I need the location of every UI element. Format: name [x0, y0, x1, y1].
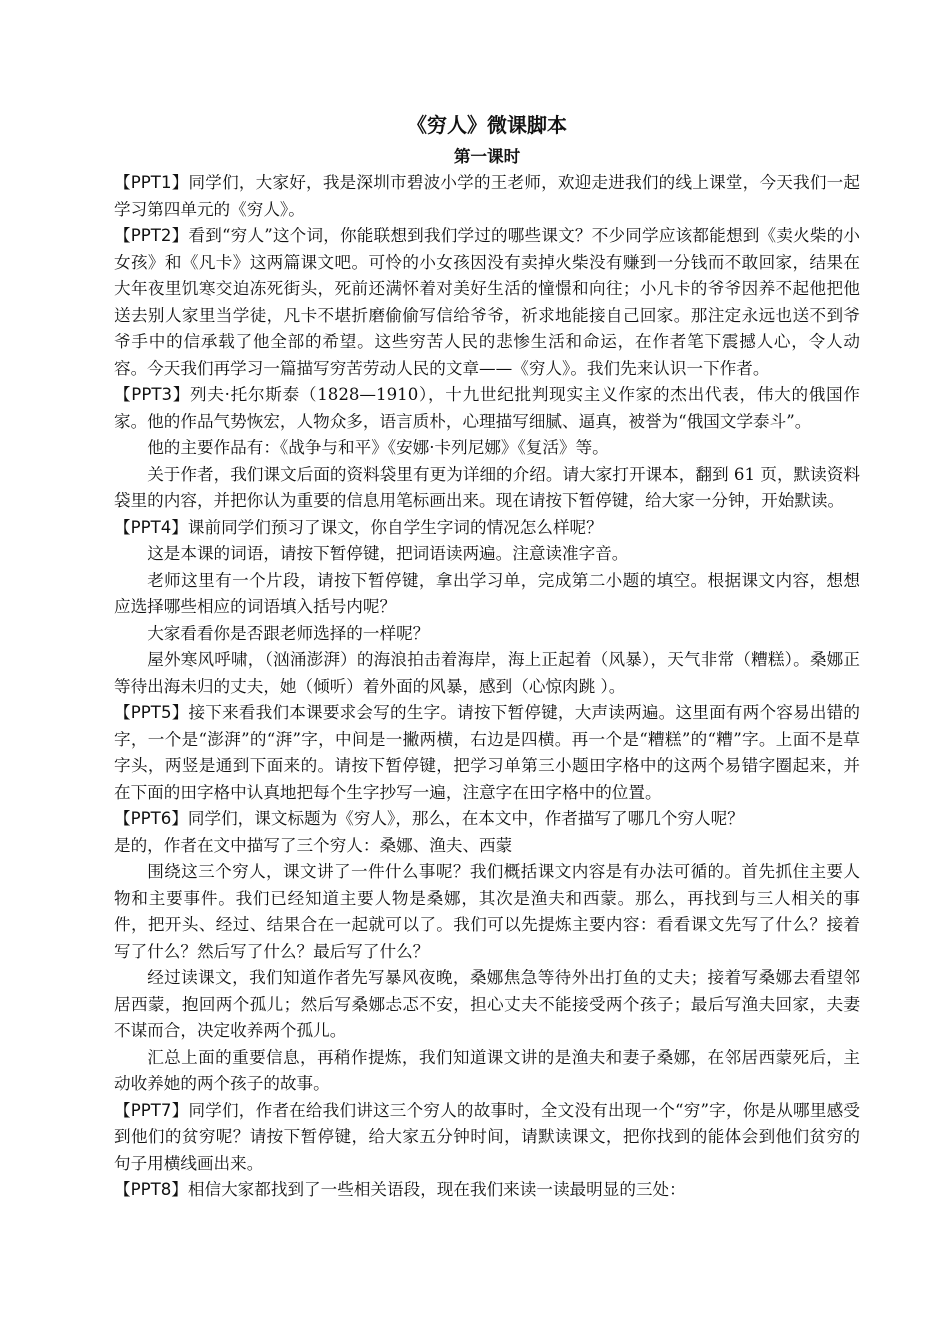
lesson-subtitle: 第一课时 [453, 147, 521, 166]
slide-tag: 【PPT8】 [114, 1180, 188, 1199]
paragraph-text: 接下来看我们本课要求会写的生字。请按下暂停键，大声读两遍。这里面有两个容易出错的字，一个是“澎湃”的“湃”字，中间是一撇两横，右边是四横。再一个是“糟糕”的“糟”字。上面不是草字头，两竖是通到下面来的。请按下暂停键，把学习单第三小题田字格中的这两个易错字圈起来，并在下面的田字格中认真地把每个生字抄写一遍，注意字在田字格中的位置。 [114, 703, 860, 802]
slide-tag: 【PPT1】 [114, 173, 189, 192]
slide-tag: 【PPT6】 [114, 809, 188, 828]
paragraph-text: 汇总上面的重要信息，再稍作提炼，我们知道课文讲的是渔夫和妻子桑娜，在邻居西蒙死后，主动收养她的两个孩子的故事。 [114, 1047, 860, 1093]
paragraph-text: 看到“穷人”这个词，你能联想到我们学过的哪些课文？不少同学应该都能想到《卖火柴的小女孩》和《凡卡》这两篇课文吧。可怜的小女孩因没有卖掉火柴没有赚到一分钱而不敢回家，结果在大年夜里饥寒交迫冻死街头，死前还满怀着对美好生活的憧憬和向往；小凡卡的爷爷因养不起他把他送去别人家里当学徒，凡卡不堪折磨偷偷写信给爷爷，祈求地能接自己回家。那注定永远也送不到爷爷手中的信承载了他全部的希望。这些穷苦人民的悲惨生活和命运，在作者笔下震撼人心，令人动容。今天我们再学习一篇描写穷苦劳动人民的文章——《穷人》。我们先来认识一下作者。 [114, 226, 860, 378]
paragraph-text: 老师这里有一个片段，请按下暂停键，拿出学习单，完成第二小题的填空。根据课文内容，想想应选择哪些相应的词语填入括号内呢？ [114, 570, 860, 616]
document-page [114, 110, 860, 1204]
paragraph-text: 是的，作者在文中描写了三个穷人：桑娜、渔夫、西蒙 [114, 835, 513, 855]
slide-tag: 【PPT2】 [114, 226, 189, 245]
body-paragraph [114, 859, 860, 965]
paragraph-text: 课前同学们预习了课文，你自学生字词的情况怎么样呢？ [187, 517, 603, 537]
body-paragraph [114, 568, 860, 621]
body-paragraph [114, 647, 860, 700]
slide-paragraph [114, 1177, 860, 1204]
paragraph-text: 同学们，作者在给我们讲这三个穷人的故事时，全文没有出现一个“穷”字，你是从哪里感受到他们的贫穷呢？请按下暂停键，给大家五分钟时间，请默读课文，把你找到的能体会到他们贫穷的句子用横线画出来。 [114, 1100, 860, 1173]
body-paragraph [114, 435, 860, 462]
paragraph-text: 屋外寒风呼啸，（汹涌澎湃）的海浪拍击着海岸，海上正起着（风暴），天气非常（糟糕）。桑娜正等待出海未归的丈夫，她（倾听）着外面的风暴，感到（心惊肉跳 ）。 [114, 650, 860, 696]
slide-paragraph [114, 170, 860, 223]
body-paragraph [114, 1045, 860, 1098]
slide-tag: 【PPT4】 [114, 517, 188, 537]
paragraph-text: 经过读课文，我们知道作者先写暴风夜晚，桑娜焦急等待外出打鱼的丈夫；接着写桑娜去看望邻居西蒙，抱回两个孤儿；然后写桑娜忐忑不安，担心丈夫不能接受两个孩子；最后写渔夫回家，夫妻不谋而合，决定收养两个孤儿。 [114, 968, 860, 1040]
slide-tag: 【PPT7】 [114, 1100, 189, 1120]
slide-paragraph [114, 515, 860, 542]
paragraph-text: 关于作者，我们课文后面的资料袋里有更为详细的介绍。请大家打开课本，翻到 61 页，默读资料袋里的内容，并把你认为重要的信息用笔标画出来。现在请按下暂停键，给大家一分钟，开始默读。 [114, 464, 860, 510]
slide-paragraph [114, 382, 860, 435]
paragraph-text: 这是本课的词语，请按下暂停键，把词语读两遍。注意读准字音。 [147, 544, 629, 563]
body-paragraph [114, 621, 860, 648]
slide-tag: 【PPT5】 [114, 703, 189, 722]
document-body [114, 170, 860, 1204]
slide-paragraph [114, 806, 860, 833]
slide-paragraph [114, 700, 860, 806]
paragraph-text: 同学们，课文标题为《穷人》，那么，在本文中，作者描写了哪几个穷人呢？ [187, 809, 744, 828]
body-paragraph [114, 462, 860, 515]
slide-paragraph [114, 1098, 860, 1178]
paragraph-text: 大家看看你是否跟老师选择的一样呢？ [147, 623, 430, 643]
slide-tag: 【PPT3】 [114, 385, 191, 404]
paragraph-text: 他的主要作品有：《战争与和平》《安娜·卡列尼娜》《复活》等。 [147, 438, 609, 457]
paragraph-text: 围绕这三个穷人，课文讲了一件什么事呢？我们概括课文内容是有办法可循的。首先抓住主要人物和主要事件。我们已经知道主要人物是桑娜，其次是渔夫和西蒙。那么，再找到与三人相关的事件，把开头、经过、结果合在一起就可以了。我们可以先提炼主要内容：看看课文先写了什么？接着写了什么？然后写了什么？最后写了什么？ [114, 862, 860, 961]
paragraph-text: 同学们，大家好，我是深圳市碧波小学的王老师，欢迎走进我们的线上课堂，今天我们一起学习第四单元的《穷人》。 [114, 173, 860, 219]
paragraph-text: 相信大家都找到了一些相关语段，现在我们来读一读最明显的三处： [187, 1180, 686, 1199]
slide-paragraph [114, 223, 860, 382]
body-paragraph [114, 541, 860, 568]
body-paragraph [114, 965, 860, 1045]
document-title: 《穷人》微课脚本 [407, 113, 567, 137]
paragraph-text: 列夫·托尔斯泰（1828—1910），十九世纪批判现实主义作家的杰出代表，伟大的俄国作家。他的作品气势恢宏，人物众多，语言质朴，心理描写细腻、逼真，被誉为“俄国文学泰斗”。 [114, 385, 860, 431]
body-paragraph [114, 833, 860, 860]
